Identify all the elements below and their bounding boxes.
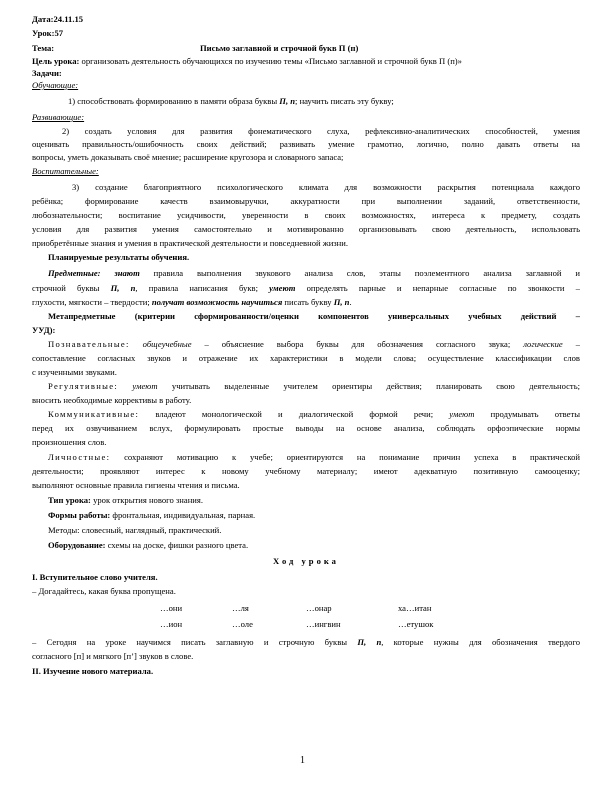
- new-material-heading: II. Изучение нового материала.: [32, 666, 154, 676]
- word-cell: …оле: [232, 619, 253, 629]
- subject-letters: П, п: [110, 283, 136, 293]
- today-line-2: согласного [п] и мягкого [п’] звуков в слове.: [32, 651, 194, 661]
- personal-label: Личностные:: [48, 452, 111, 462]
- cognitive-general: общеучебные: [142, 339, 192, 349]
- today-text-b: , которые нужны для обозначения твердого: [381, 637, 580, 647]
- subject-know: знают: [114, 268, 140, 278]
- educational-label: Обучающие:: [32, 80, 79, 90]
- subject-results-line-1: [48, 268, 580, 278]
- upbringing-line-2: ребёнка; формирование качеств взаимовыручки, аккуратности при выполнении заданий, ответственности,: [32, 196, 580, 206]
- educational-item: [68, 96, 580, 106]
- word-cell: ха…итан: [398, 603, 432, 613]
- work-forms-value: фронтальная, индивидуальная, парная.: [110, 510, 256, 520]
- communicative-can: умеют: [449, 409, 475, 419]
- personal-line-3: выполняют основные правила гигиены чтения и письма.: [32, 480, 240, 490]
- guess-instruction: – Догадайтесь, какая буква пропущена.: [32, 586, 176, 596]
- lesson-type-line: [48, 495, 596, 505]
- developmental-line-3: вопросы, уметь доказывать своё мнение; расширение кругозора и словарного запаса;: [32, 152, 344, 162]
- methods-line: Методы: словесный, наглядный, практический.: [48, 525, 222, 535]
- subject-opportunity: получат возможность научиться: [151, 297, 283, 307]
- equipment-value: схемы на доске, фишки разного цвета.: [105, 540, 249, 550]
- developmental-line-1: 2) создать условия для развития фонематического слуха, рефлексивно-аналитических способностей, умения: [62, 126, 580, 136]
- cognitive-text-1b: –: [562, 339, 580, 349]
- subject-letters-2: П, п: [333, 297, 350, 307]
- topic-line: [32, 43, 580, 53]
- cognitive-text-1: – объяснение выбора буквы для обозначения согласного звука;: [191, 339, 524, 349]
- communicative-text-1b: продумывать ответы: [474, 409, 580, 419]
- subject-text-1: правила выполнения звукового анализа слов, этапы поэлементного анализа заглавной и: [139, 268, 580, 278]
- communicative-line-2: перед их озвучиванием вслух, формулировать простые выводы на основе анализа, соблюдать орфоэпические нормы: [32, 423, 580, 433]
- subject-text-2b: , правила написания букв;: [135, 283, 270, 293]
- upbringing-line-1: 3) создание благоприятного психологического климата для возможности раскрытия потенциала каждого: [72, 182, 580, 192]
- subject-text-2a: строчной буквы: [32, 283, 111, 293]
- cognitive-line-3: с изученными звуками.: [32, 367, 117, 377]
- subject-results-line-2: [32, 283, 580, 293]
- lesson-number: Урок:57: [32, 28, 64, 38]
- subject-text-3b: писать букву: [282, 297, 334, 307]
- goal-line: [32, 56, 580, 66]
- subject-text-3c: .: [349, 297, 352, 307]
- regulatory-line-2: вносить необходимые коррективы в работу.: [32, 395, 192, 405]
- subject-text-3a: глухости, мягкости – твердости;: [32, 297, 152, 307]
- word-cell: …ион: [160, 619, 183, 629]
- lesson-course-heading: Ход урока: [273, 556, 339, 566]
- developmental-line-2: оценивать правильность/ошибочность своих действий; развивать умение грамотно, логично, полно давать ответы на: [32, 139, 580, 149]
- metasubject-line-1: Метапредметные (критерии сформированности/оценки компонентов универсальных учебных действий –: [48, 311, 580, 321]
- goal-label: Цель урока:: [32, 56, 80, 66]
- regulatory-label: Регулятивные:: [48, 381, 119, 391]
- topic-title: Письмо заглавной и строчной букв П (п): [200, 43, 359, 53]
- regulatory-can: умеют: [132, 381, 158, 391]
- lesson-type-label: Тип урока:: [48, 495, 91, 505]
- word-cell: …они: [160, 603, 183, 613]
- regulatory-text-1: учитывать выделенные учителем ориентиры действия; планировать свою деятельность;: [157, 381, 580, 391]
- subject-label: Предметные:: [48, 268, 101, 278]
- cognitive-logical: логические: [523, 339, 563, 349]
- planned-results-heading: Планируемые результаты обучения.: [48, 252, 190, 262]
- edu-text: 1) способствовать формированию в памяти образа буквы: [68, 96, 280, 106]
- page-number: 1: [300, 755, 305, 766]
- upbringing-line-5: приобретённые знания и умения в практической деятельности и повседневной жизни.: [32, 238, 349, 248]
- equipment-line: [48, 540, 596, 550]
- cognitive-line-1: [48, 339, 580, 349]
- edu-text-end: ; научить писать эту букву;: [295, 96, 394, 106]
- personal-line-2: деятельности; проявляют интерес к новому учебному материалу; имеют адекватную позитивную самооценку;: [32, 466, 580, 476]
- today-line-1: [32, 637, 580, 647]
- personal-text-1: сохраняют мотивацию к учебе; ориентируются на понимание причин успеха в практической: [110, 452, 580, 462]
- lesson-type-value: урок открытия нового знания.: [90, 495, 203, 505]
- date-line: Дата:24.11.15: [32, 14, 84, 24]
- word-cell: …ингвин: [306, 619, 341, 629]
- regulatory-line-1: [48, 381, 580, 391]
- equipment-label: Оборудование:: [48, 540, 106, 550]
- developmental-label: Развивающие:: [32, 112, 85, 122]
- upbringing-line-4: условия для развития умения самостоятельно и мотивированно организовывать свою деятельность, использовать: [32, 224, 580, 234]
- tasks-label: Задачи:: [32, 68, 62, 78]
- cognitive-label: Познавательные:: [48, 339, 130, 349]
- cognitive-line-2: сопоставление согласных звуков и отражение их характеристики в модели слова; осуществление классификации слов: [32, 353, 580, 363]
- personal-line-1: [48, 452, 580, 462]
- goal-text: организовать деятельность обучающихся по изучению темы «Письмо заглавной и строчной букв П (п)»: [79, 56, 462, 66]
- topic-label: Тема:: [32, 43, 55, 53]
- upbringing-label: Воспитательные:: [32, 166, 99, 176]
- word-cell: …онар: [306, 603, 332, 613]
- work-forms-label: Формы работы:: [48, 510, 111, 520]
- communicative-line-1: [48, 409, 580, 419]
- upbringing-line-3: любознательности; воспитание усидчивости, уверенности в своих возможностях, интереса к предмету, создать: [32, 210, 580, 220]
- intro-heading: I. Вступительное слово учителя.: [32, 572, 158, 582]
- work-forms-line: [48, 510, 596, 520]
- subject-results-line-3: [32, 297, 580, 307]
- today-letters: П, п: [357, 637, 382, 647]
- word-cell: …ля: [232, 603, 249, 613]
- communicative-text-1: владеют монологической и диалогической формой речи;: [139, 409, 450, 419]
- word-cell: …етушок: [398, 619, 434, 629]
- communicative-label: Коммуникативные:: [48, 409, 140, 419]
- today-text-a: – Сегодня на уроке научимся писать заглавную и строчную буквы: [32, 637, 358, 647]
- communicative-line-3: произношения слов.: [32, 437, 107, 447]
- subject-can: умеют: [269, 283, 296, 293]
- edu-letters: П, п: [279, 96, 296, 106]
- metasubject-line-2: УУД):: [32, 325, 56, 335]
- subject-text-2c: определять парные и непарные согласные по звонкости –: [295, 283, 580, 293]
